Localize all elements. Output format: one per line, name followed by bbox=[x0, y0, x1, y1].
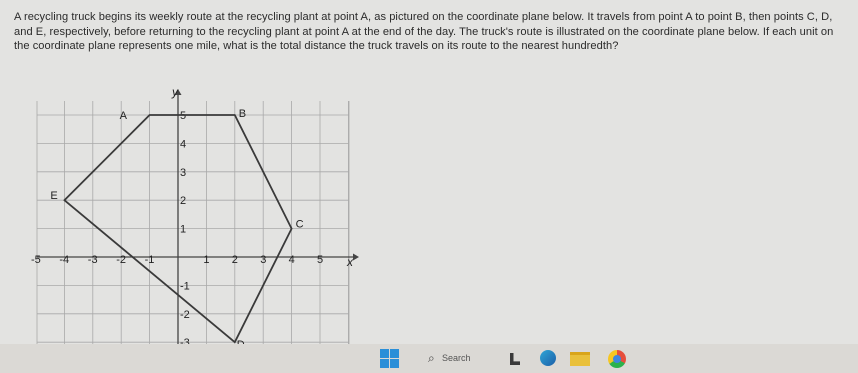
x-tick-label: -1 bbox=[144, 254, 155, 266]
edge-icon[interactable] bbox=[540, 350, 556, 366]
x-tick-label: 1 bbox=[203, 254, 210, 266]
chrome-icon[interactable] bbox=[608, 350, 626, 368]
x-tick-label: -5 bbox=[31, 254, 41, 266]
y-tick-label: -2 bbox=[180, 308, 190, 321]
y-tick-label: 5 bbox=[180, 110, 187, 122]
x-tick-label: 2 bbox=[231, 254, 238, 266]
x-tick-label: 3 bbox=[260, 254, 267, 266]
pinned-app-icon[interactable] bbox=[510, 353, 520, 365]
grid-lines bbox=[37, 101, 349, 371]
x-tick-label: -2 bbox=[116, 254, 126, 266]
y-tick-label: 2 bbox=[180, 195, 187, 208]
point-labels bbox=[50, 108, 303, 351]
y-tick-label: 4 bbox=[180, 138, 187, 151]
y-tick-label: -1 bbox=[180, 280, 190, 293]
x-axis-arrow bbox=[353, 254, 359, 261]
point-label-b: B bbox=[238, 108, 247, 120]
file-explorer-icon[interactable] bbox=[570, 352, 590, 366]
x-tick-label: -3 bbox=[87, 254, 98, 266]
search-label: Search bbox=[442, 353, 471, 363]
windows-icon[interactable] bbox=[380, 349, 399, 368]
y-tick-label: 3 bbox=[180, 166, 187, 179]
point-label-e: E bbox=[50, 190, 58, 203]
x-tick-label: 4 bbox=[288, 254, 295, 266]
taskbar bbox=[0, 344, 858, 373]
x-axis-label: x bbox=[347, 255, 353, 269]
coordinate-plane bbox=[0, 83, 380, 344]
y-axis-label: y bbox=[172, 85, 178, 99]
search-icon: ⌕ bbox=[428, 351, 435, 365]
point-label-a: A bbox=[119, 110, 127, 122]
y-tick-label: 1 bbox=[180, 223, 187, 236]
x-tick-label: -4 bbox=[59, 254, 70, 266]
taskbar-search[interactable] bbox=[428, 351, 498, 366]
tick-labels bbox=[31, 110, 323, 373]
point-label-c: C bbox=[295, 218, 304, 231]
problem-text: A recycling truck begins its weekly route at the recycling plant at point A, as pictured on the coordinate plane below. It travels from point A to point B, then points C, D, and E, respectively, before returning to the recycling plant at point A at the end of the day. The truck's route is illustrated on the coordinate plane below. If each unit on the coordinate plane represents one mile, what is the total distance the truck travels on its route to the nearest hundredth? bbox=[14, 11, 834, 53]
x-tick-label: 5 bbox=[317, 254, 324, 266]
